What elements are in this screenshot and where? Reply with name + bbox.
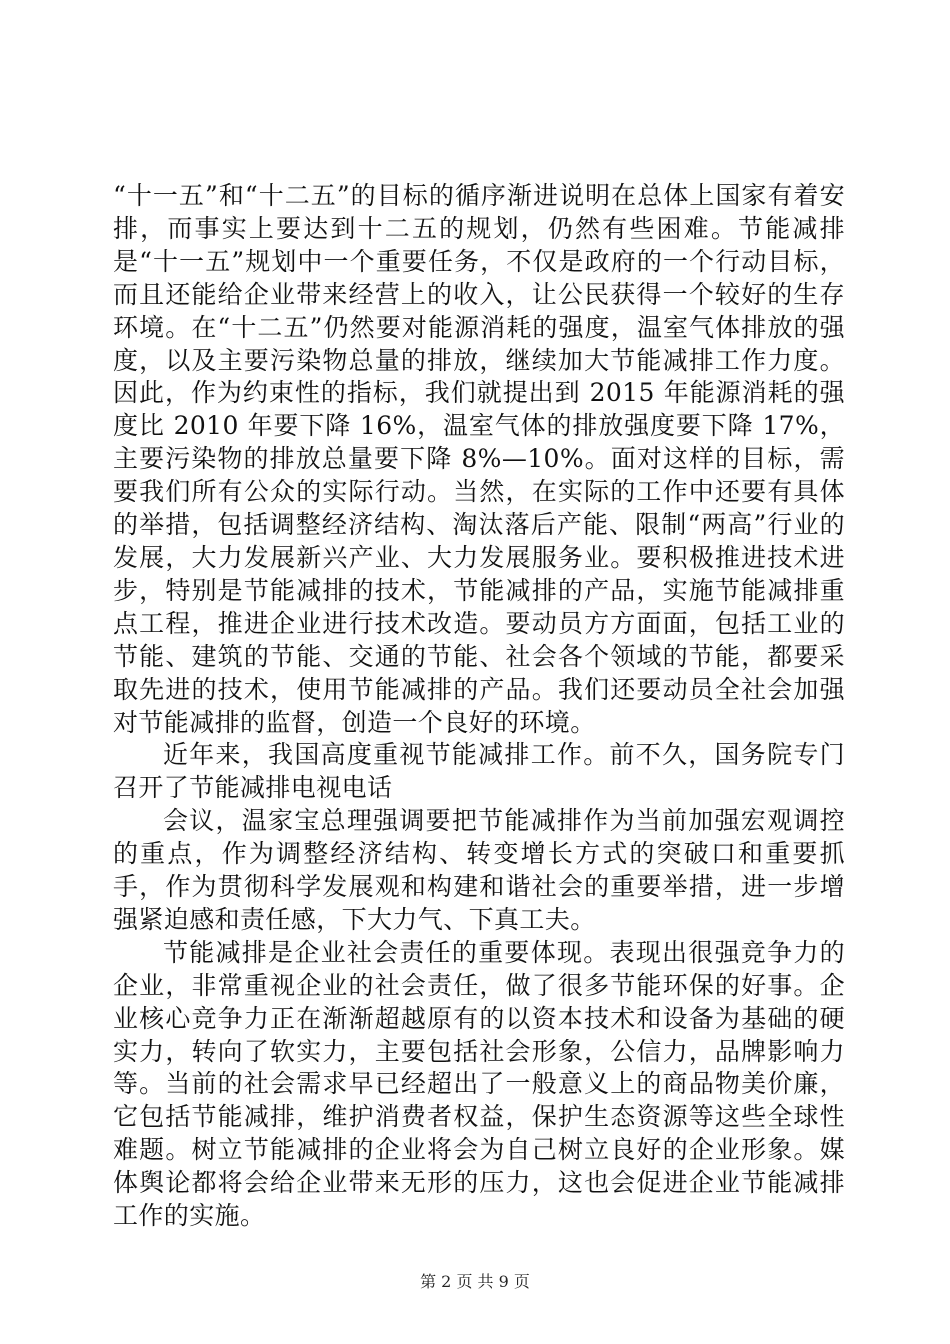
paragraph-social-responsibility: 节能减排是企业社会责任的重要体现。表现出很强竞争力的企业，非常重视企业的社会责任，做了很多节能环保的好事。企业核心竞争力正在渐渐超越原有的以资本技术和设备为基础的硬实力，转向了软实力，主要包括社会形象，公信力，品牌影响力等。当前的社会需求早已经超出了一般意义上的商品物美价廉，它包括节能减排，维护消费者权益，保护生态资源等这些全球性难题。树立节能减排的企业将会为自己树立良好的企业形象。媒体舆论都将会给企业带来无形的压力，这也会促进企业节能减排工作的实施。	[113, 937, 845, 1231]
page-footer	[0, 1272, 950, 1292]
page-total: 共 9 页	[477, 1272, 530, 1291]
paragraph-energy-targets: “十一五”和“十二五”的目标的循序渐进说明在总体上国家有着安排，而事实上要达到十二五的规划，仍然有些困难。节能减排是“十一五”规划中一个重要任务，不仅是政府的一个行动目标，而且还能给企业带来经营上的收入，让公民获得一个较好的生存环境。在“十二五”仍然要对能源消耗的强度，温室气体排放的强度，以及主要污染物总量的排放，继续加大节能减排工作力度。因此，作为约束性的指标，我们就提出到 2015 年能源消耗的强度比 2010 年要下降 16%，温室气体的排放强度要下降 17%，主要污染物的排放总量要下降 8%—10%。面对这样的目标，需要我们所有公众的实际行动。当然，在实际的工作中还要有具体的举措，包括调整经济结构、淘汰落后产能、限制“两高”行业的发展，大力发展新兴产业、大力发展服务业。要积极推进技术进步，特别是节能减排的技术，节能减排的产品，实施节能减排重点工程，推进企业进行技术改造。要动员方方面面，包括工业的节能、建筑的节能、交通的节能、社会各个领域的节能，都要采取先进的技术，使用节能减排的产品。我们还要动员全社会加强对节能减排的监督，创造一个良好的环境。	[113, 181, 845, 737]
paragraph-state-council: 近年来，我国高度重视节能减排工作。前不久，国务院专门召开了节能减排电视电话	[113, 740, 845, 803]
document-body	[113, 180, 845, 1233]
paragraph-conference: 会议，温家宝总理强调要把节能减排作为当前加强宏观调控的重点，作为调整经济结构、转变增长方式的突破口和重要抓手，作为贯彻科学发展观和构建和谐社会的重要举措，进一步增强紧迫感和责任感，下大力气、下真工夫。	[113, 806, 845, 934]
page-number: 第 2 页	[420, 1272, 473, 1291]
